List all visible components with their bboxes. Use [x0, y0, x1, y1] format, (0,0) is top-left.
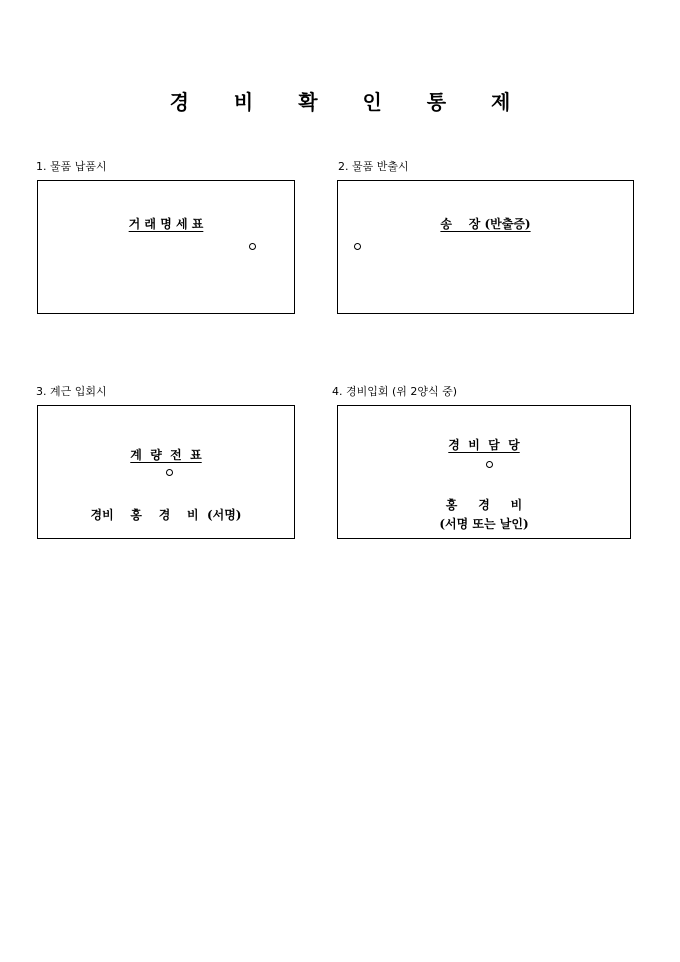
heading-text: 경 비 담 당	[448, 438, 520, 452]
section-label-weighing: 3. 계근 입회시	[36, 385, 107, 398]
box-export	[337, 180, 634, 314]
sign-or-seal-note: (서명 또는 날인)	[439, 517, 529, 531]
circle-mark-icon	[486, 461, 493, 468]
box-heading-guard-in-charge	[338, 436, 630, 453]
section-label-delivery: 1. 물품 납품시	[36, 160, 107, 173]
box-heading-statement	[38, 215, 294, 232]
circle-mark-icon	[354, 243, 361, 250]
section-label-export: 2. 물품 반출시	[338, 160, 409, 173]
box-heading-weight-slip	[38, 446, 294, 463]
section-label-guard: 4. 경비입회 (위 2양식 중)	[332, 385, 458, 398]
circle-mark-icon	[249, 243, 256, 250]
box-guard	[337, 405, 631, 539]
box-weighing	[37, 405, 295, 539]
heading-text: 계 량 전 표	[130, 448, 202, 462]
box-heading-invoice	[338, 215, 633, 232]
signature-line: 경비 홍 경 비 (서명)	[90, 508, 242, 522]
guard-name: 홍 경 비	[445, 498, 523, 512]
document-title: 경 비 확 인 통 제	[169, 90, 530, 114]
heading-text: 거 래 명 세 표	[128, 217, 204, 231]
heading-text: 송 장 (반출증)	[440, 217, 531, 231]
box-delivery	[37, 180, 295, 314]
circle-mark-icon	[166, 469, 173, 476]
